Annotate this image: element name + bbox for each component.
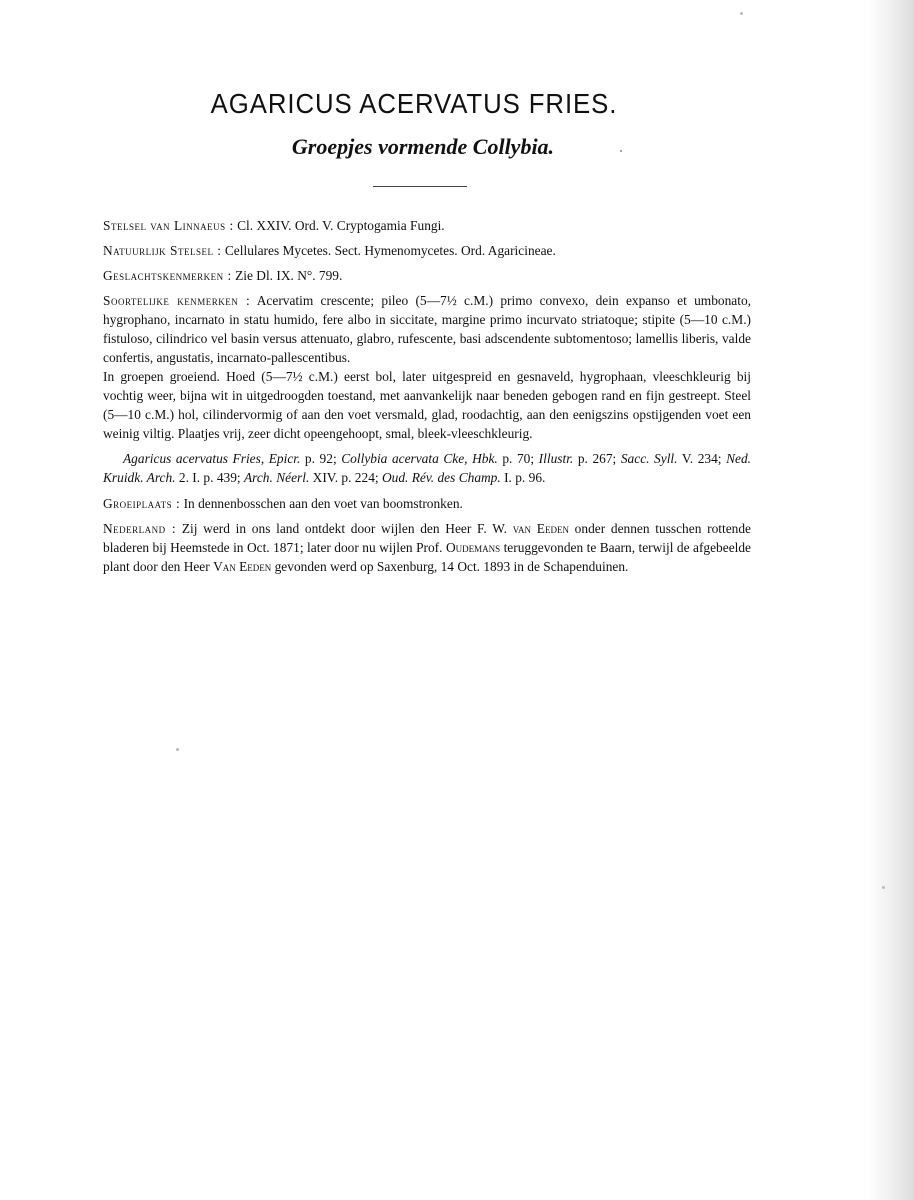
page-title: AGARICUS ACERVATUS FRIES. bbox=[210, 88, 618, 119]
section-text: gevonden werd op Saxenburg, 14 Oct. 1893 in de Schapenduinen. bbox=[271, 559, 629, 574]
section-text: Cl. XXIV. Ord. V. Cryptogamia Fungi. bbox=[233, 218, 445, 233]
ref-title: Illustr. bbox=[538, 451, 574, 466]
ref-page: I. p. 96. bbox=[500, 470, 546, 485]
section-label: Soortelijke kenmerken : bbox=[103, 293, 251, 308]
document-body bbox=[103, 216, 751, 582]
section-soort-dutch bbox=[103, 367, 751, 443]
section-text: In groepen groeiend. Hoed (5—7½ c.M.) eerst bol, later uitgespreid en gesnaveld, hygrophaan, vleeschkleurig bij vochtig weer, bijna wit in uitgedroogden toestand, met aanvankelijk naar beneden gebogen rand en fijn gestreept. Steel (5—10 c.M.) hol, cilindervormig of aan den voet versmald, glad, roodachtig, aan den eenigszins opstijgenden voet een weinig viltig. Plaatjes vrij, zeer dicht opeengehoopt, smal, bleek-vleeschkleurig. bbox=[103, 369, 751, 441]
ref-title: Ned. Kruidk. Arch. bbox=[103, 451, 752, 485]
person-name: van Eeden bbox=[512, 521, 569, 536]
paper-speck bbox=[882, 886, 885, 889]
section-stelsel bbox=[103, 216, 751, 235]
print-speck bbox=[620, 150, 622, 152]
section-text: Cellulares Mycetes. Sect. Hymenomycetes. Ord. Agaricineae. bbox=[221, 243, 556, 258]
ref-title: Agaricus acervatus Fries, Epicr. bbox=[123, 451, 301, 466]
ref-page: p. 92; bbox=[300, 451, 342, 466]
paper-speck bbox=[176, 748, 179, 751]
page-edge-shadow bbox=[868, 0, 914, 1200]
person-name: Van Eeden bbox=[213, 559, 272, 574]
ref-page: XIV. p. 224; bbox=[309, 470, 382, 485]
section-label: Groeiplaats : bbox=[103, 496, 181, 511]
section-groeiplaats bbox=[103, 494, 751, 513]
section-label: Nederland : bbox=[103, 521, 177, 536]
ref-page: 2. I. p. 439; bbox=[175, 470, 244, 485]
section-geslacht bbox=[103, 266, 751, 285]
section-label: Stelsel van Linnaeus : bbox=[103, 218, 234, 233]
ref-page: p. 70; bbox=[497, 451, 539, 466]
section-natuurlijk bbox=[103, 241, 751, 260]
section-text: In dennenbosschen aan den voet van boomstronken. bbox=[180, 496, 463, 511]
ref-title: Sacc. Syll. bbox=[620, 451, 678, 466]
section-label: Geslachtskenmerken : bbox=[103, 268, 232, 283]
section-label: Natuurlijk Stelsel : bbox=[103, 243, 222, 258]
person-name: Oudemans bbox=[445, 540, 501, 555]
ref-title: Arch. Néerl. bbox=[243, 470, 310, 485]
references bbox=[103, 449, 751, 487]
section-text: onder dennen tusschen rottende bladeren bij Heemstede in Oct. 1871; later door nu wijlen Prof. bbox=[103, 521, 751, 555]
section-nederland bbox=[103, 519, 751, 576]
section-soort-latin bbox=[103, 291, 751, 367]
section-text: Acervatim crescente; pileo (5—7½ c.M.) primo convexo, dein expanso et umbonato, hygrophano, incarnato in statu humido, fere albo in siccitate, margine primo incurvato striatoque; stipite (5—10 c.M.) fistuloso, cilindrico vel basin versus attenuato, glabro, rufescente, basi adscendente subtomentoso; lamellis liberis, valde confertis, angustatis, incarnato-pallescentibus. bbox=[103, 293, 751, 365]
ref-title: Collybia acervata Cke, Hbk. bbox=[341, 451, 498, 466]
section-text: Zie Dl. IX. N°. 799. bbox=[231, 268, 343, 283]
ref-page: p. 267; bbox=[573, 451, 621, 466]
paper-speck bbox=[740, 12, 743, 15]
section-text: Zij werd in ons land ontdekt door wijlen den Heer F. W. bbox=[176, 521, 513, 536]
ref-title: Oud. Rév. des Champ. bbox=[381, 470, 501, 485]
section-text: teruggevonden te Baarn, terwijl de afgebeelde plant door den Heer bbox=[103, 540, 751, 574]
ref-page: V. 234; bbox=[677, 451, 727, 466]
title-divider bbox=[373, 186, 467, 187]
page-subtitle: Groepjes vormende Collybia. bbox=[291, 134, 555, 159]
